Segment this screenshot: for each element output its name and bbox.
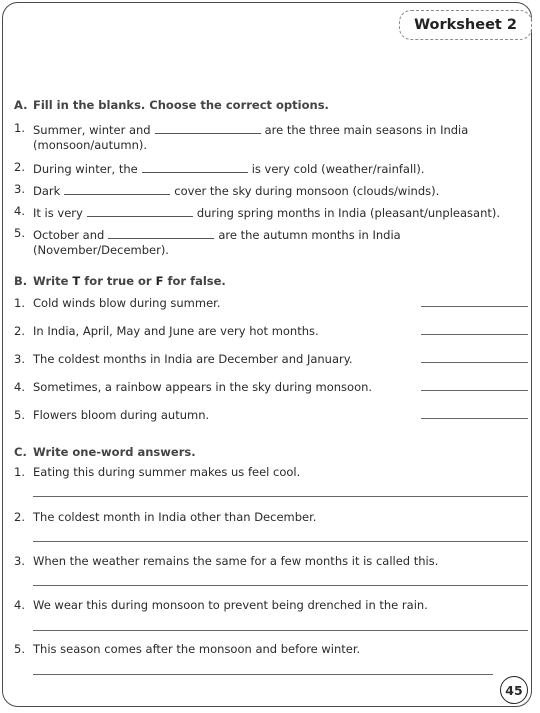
a-item-3-number: 3. xyxy=(14,182,25,196)
c-item-5-answer-line[interactable] xyxy=(33,674,493,675)
a-item-1-line2: (monsoon/autumn). xyxy=(33,138,148,152)
section-b-letter: B. xyxy=(14,274,28,288)
section-b-title xyxy=(33,274,226,288)
a-item-2-text-after: is very cold (weather/rainfall). xyxy=(251,162,425,176)
b-item-5-text: Flowers bloom during autumn. xyxy=(33,408,210,422)
b-item-3-text: The coldest months in India are December and January. xyxy=(33,352,353,366)
a-item-1-blank[interactable] xyxy=(155,121,261,134)
section-b-title-mid: for true or xyxy=(84,274,152,288)
c-item-2-number: 2. xyxy=(14,510,25,524)
b-item-1-answer-line[interactable] xyxy=(421,306,528,307)
a-item-5-text-before: October and xyxy=(33,228,105,242)
a-item-4-number: 4. xyxy=(14,204,25,218)
section-a-title: Fill in the blanks. Choose the correct options. xyxy=(33,98,329,112)
a-item-4-text-after: during spring months in India (pleasant/unpleasant). xyxy=(196,206,501,220)
section-a-letter: A. xyxy=(14,98,28,112)
a-item-2 xyxy=(33,160,425,176)
a-item-3 xyxy=(33,182,439,198)
worksheet-badge: Worksheet 2 xyxy=(399,10,532,40)
a-item-1 xyxy=(33,121,468,137)
b-item-4-answer-line[interactable] xyxy=(421,390,528,391)
c-item-3-text: When the weather remains the same for a few months it is called this. xyxy=(33,554,439,568)
page-number: 45 xyxy=(500,676,528,704)
a-item-5-number: 5. xyxy=(14,226,25,240)
a-item-2-text-before: During winter, the xyxy=(33,162,138,176)
b-item-5-number: 5. xyxy=(14,408,25,422)
b-item-3-number: 3. xyxy=(14,352,25,366)
a-item-1-text-before: Summer, winter and xyxy=(33,123,151,137)
c-item-2-text: The coldest month in India other than December. xyxy=(33,510,317,524)
section-c-letter: C. xyxy=(14,445,27,459)
a-item-5-line2: (November/December). xyxy=(33,243,169,257)
b-item-3-answer-line[interactable] xyxy=(421,362,528,363)
c-item-5-number: 5. xyxy=(14,642,25,656)
b-item-1-number: 1. xyxy=(14,296,25,310)
c-item-3-number: 3. xyxy=(14,554,25,568)
a-item-1-number: 1. xyxy=(14,121,25,135)
section-b-title-post: for false. xyxy=(167,274,226,288)
c-item-4-answer-line[interactable] xyxy=(33,630,528,631)
c-item-3-answer-line[interactable] xyxy=(33,585,528,586)
a-item-4-blank[interactable] xyxy=(87,204,193,217)
a-item-3-blank[interactable] xyxy=(64,182,170,195)
a-item-5-text-after: are the autumn months in India xyxy=(218,228,401,242)
b-item-5-answer-line[interactable] xyxy=(421,418,528,419)
b-item-2-number: 2. xyxy=(14,324,25,338)
c-item-4-number: 4. xyxy=(14,598,25,612)
section-b-title-pre: Write xyxy=(33,274,69,288)
a-item-5 xyxy=(33,226,401,242)
c-item-1-number: 1. xyxy=(14,465,25,479)
a-item-5-blank[interactable] xyxy=(108,226,214,239)
c-item-1-text: Eating this during summer makes us feel cool. xyxy=(33,465,301,479)
b-item-2-answer-line[interactable] xyxy=(421,334,528,335)
b-item-1-text: Cold winds blow during summer. xyxy=(33,296,221,310)
b-item-4-number: 4. xyxy=(14,380,25,394)
c-item-5-text: This season comes after the monsoon and before winter. xyxy=(33,642,361,656)
a-item-2-blank[interactable] xyxy=(142,160,248,173)
c-item-4-text: We wear this during monsoon to prevent being drenched in the rain. xyxy=(33,598,428,612)
b-item-4-text: Sometimes, a rainbow appears in the sky during monsoon. xyxy=(33,380,373,394)
b-item-2-text: In India, April, May and June are very hot months. xyxy=(33,324,319,338)
section-b-title-f: F xyxy=(155,274,164,288)
c-item-1-answer-line[interactable] xyxy=(33,496,528,497)
section-c-title: Write one-word answers. xyxy=(33,445,196,459)
a-item-1-text-after: are the three main seasons in India xyxy=(264,123,469,137)
a-item-4-text-before: It is very xyxy=(33,206,83,220)
a-item-4 xyxy=(33,204,500,220)
a-item-3-text-before: Dark xyxy=(33,184,61,198)
a-item-2-number: 2. xyxy=(14,160,25,174)
section-b-title-t: T xyxy=(72,274,81,288)
c-item-2-answer-line[interactable] xyxy=(33,541,528,542)
a-item-3-text-after: cover the sky during monsoon (clouds/winds). xyxy=(174,184,440,198)
